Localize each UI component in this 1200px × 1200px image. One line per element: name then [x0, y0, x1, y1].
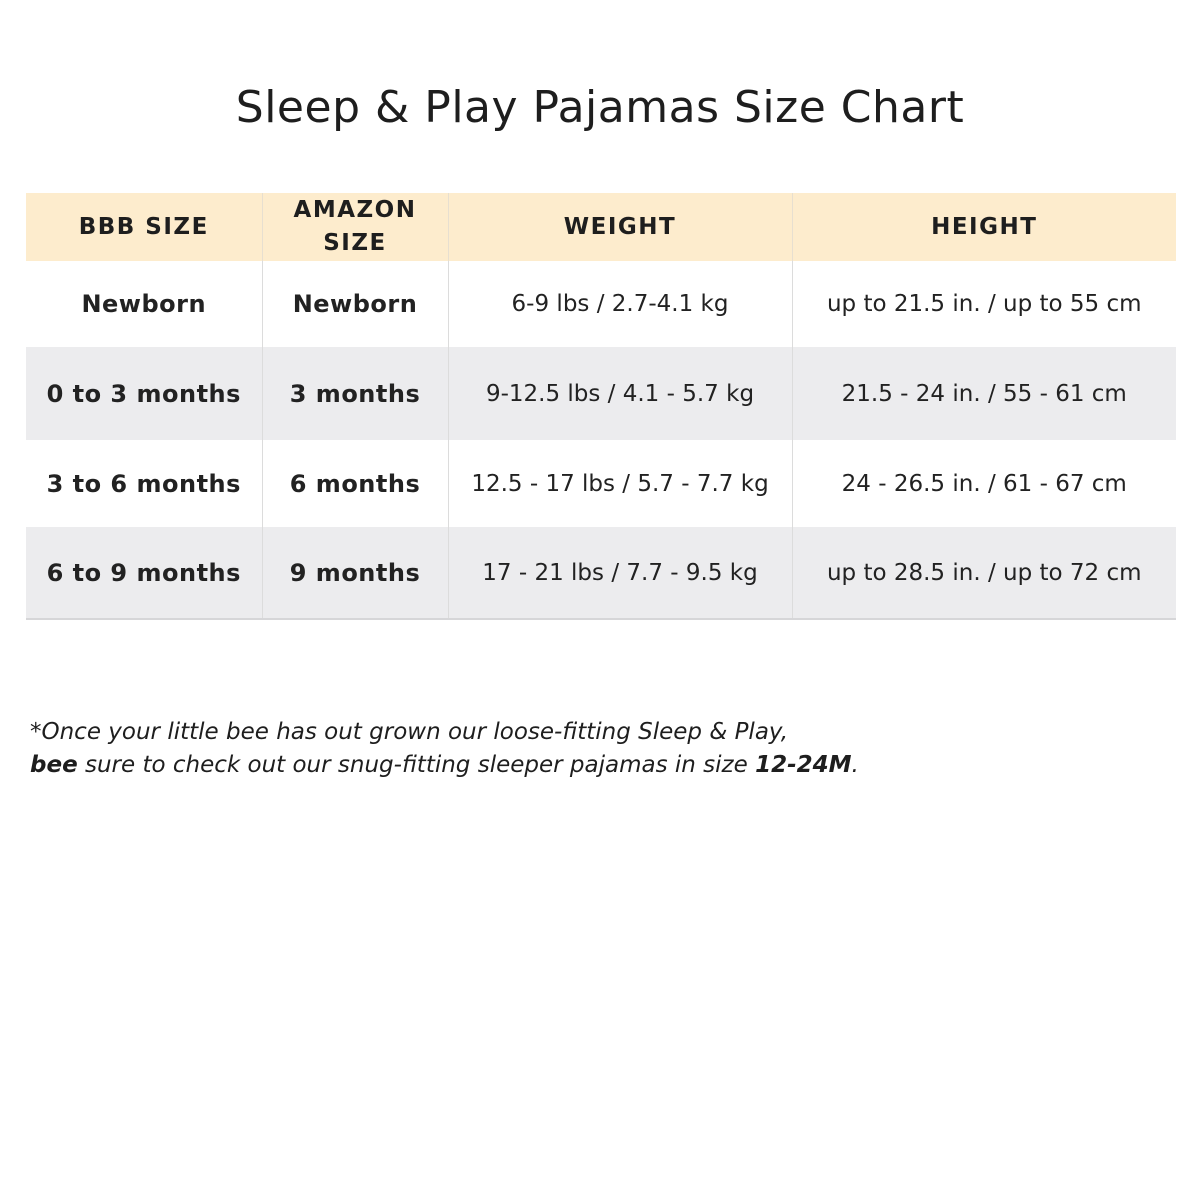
amazon-size-cell: 6 months — [262, 440, 448, 527]
footnote-line-2 — [30, 749, 1170, 782]
footnote — [30, 716, 1170, 782]
amazon-size-cell: 9 months — [262, 527, 448, 619]
table-row — [26, 527, 1176, 619]
height-cell: 21.5 - 24 in. / 55 - 61 cm — [792, 347, 1176, 440]
header-bbb-size: BBB SIZE — [26, 193, 262, 261]
bbb-size-cell: 3 to 6 months — [26, 440, 262, 527]
amazon-size-cell: Newborn — [262, 261, 448, 347]
header-height: HEIGHT — [792, 193, 1176, 261]
table-row — [26, 261, 1176, 347]
weight-cell: 12.5 - 17 lbs / 5.7 - 7.7 kg — [448, 440, 792, 527]
page-title: Sleep & Play Pajamas Size Chart — [235, 82, 965, 133]
footnote-middle: sure to check out our snug-fitting sleeper pajamas in size — [77, 752, 756, 778]
bbb-size-cell: 0 to 3 months — [26, 347, 262, 440]
bbb-size-cell: 6 to 9 months — [26, 527, 262, 619]
size-chart-table — [26, 193, 1176, 620]
header-weight: WEIGHT — [448, 193, 792, 261]
footnote-size: 12-24M — [755, 752, 852, 778]
table-row — [26, 440, 1176, 527]
weight-cell: 17 - 21 lbs / 7.7 - 9.5 kg — [448, 527, 792, 619]
header-amazon-size: AMAZON SIZE — [262, 193, 448, 261]
footnote-end: . — [851, 752, 859, 778]
height-cell: 24 - 26.5 in. / 61 - 67 cm — [792, 440, 1176, 527]
table-header-row — [26, 193, 1176, 261]
footnote-bee: bee — [30, 752, 78, 778]
height-cell: up to 21.5 in. / up to 55 cm — [792, 261, 1176, 347]
footnote-line-1: *Once your little bee has out grown our loose-fitting Sleep & Play, — [30, 719, 789, 745]
amazon-size-cell: 3 months — [262, 347, 448, 440]
height-cell: up to 28.5 in. / up to 72 cm — [792, 527, 1176, 619]
weight-cell: 9-12.5 lbs / 4.1 - 5.7 kg — [448, 347, 792, 440]
weight-cell: 6-9 lbs / 2.7-4.1 kg — [448, 261, 792, 347]
bbb-size-cell: Newborn — [26, 261, 262, 347]
table-row — [26, 347, 1176, 440]
